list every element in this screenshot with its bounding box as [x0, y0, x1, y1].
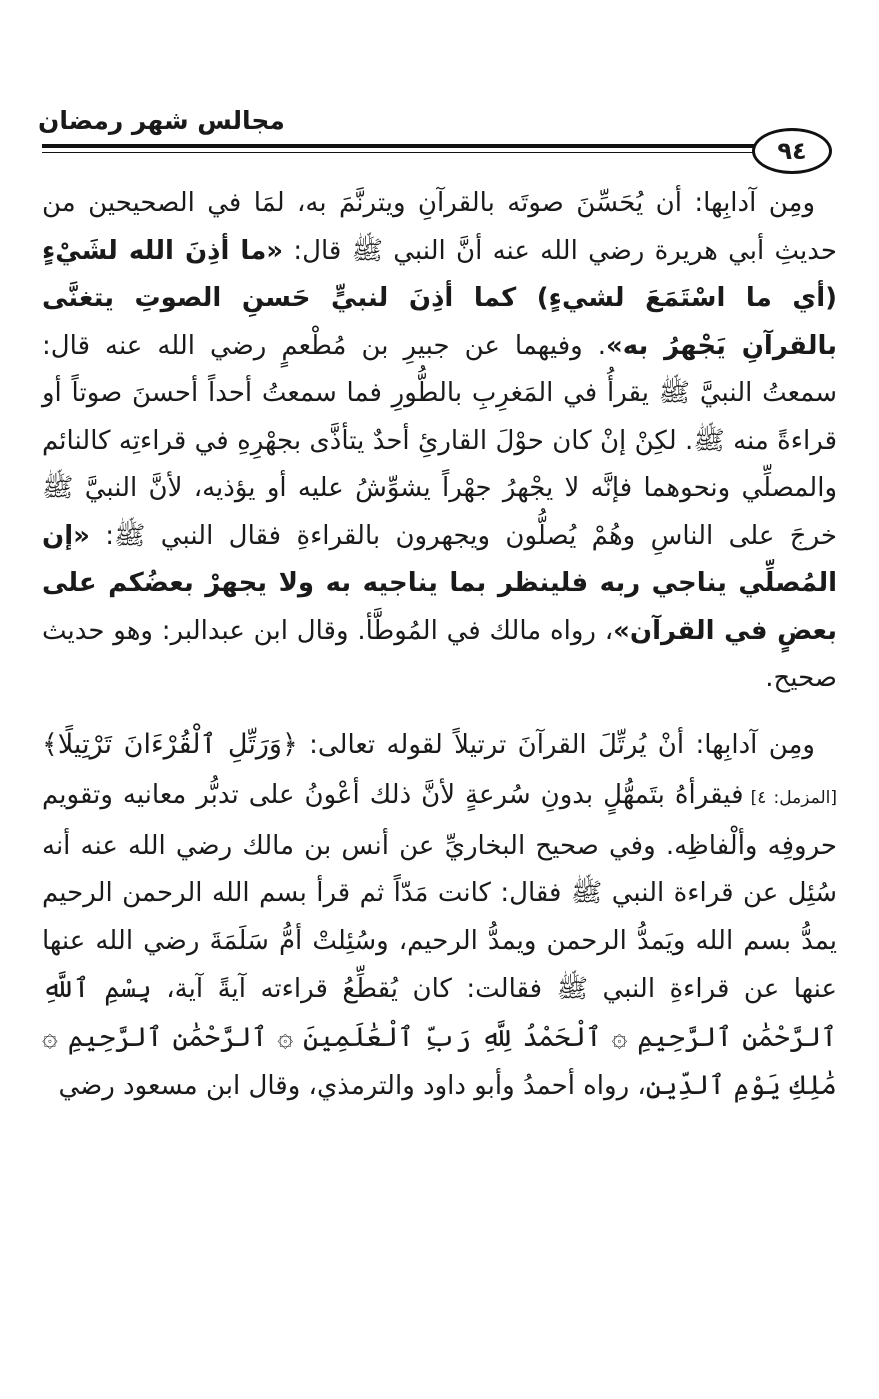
text-segment: ، رواه مالك في المُوطَّأ. وقال ابن عبدالبر: وهو حديث صحيح.: [42, 615, 837, 693]
hadith-quote: «ما أذِنَ الله لشَيْءٍ (أي ما اسْتَمَعَ لشيءٍ) كما أذِنَ لنبيٍّ حَسنِ الصوتِ يتغنَّى بالقرآنِ يَجْهرُ به»: [42, 235, 838, 361]
hadith-quote: «إن المُصلِّي يناجي ربه فلينظر بما يناجيه به ولا يجهرْ بعضُكم على بعضٍ في القرآن»: [42, 520, 837, 646]
running-header-title: مجالس شهر رمضان: [38, 106, 285, 135]
text-segment: ، رواه أحمدُ وأبو داود والترمذي، وقال ابن مسعود رضي: [58, 1071, 646, 1101]
body-text: [42, 180, 837, 1111]
quran-verse: بِسْمِ ٱللَّهِ ٱلرَّحْمَٰنِ ٱلرَّحِيمِ ۞ ٱلْحَمْدُ لِلَّهِ رَبِّ ٱلْعَٰلَمِينَ ۞ ٱلرَّحْمَٰنِ ٱلرَّحِيمِ ۞ مَٰلِكِ يَوْمِ ٱلدِّينِ: [42, 973, 837, 1101]
paragraph-recitation-voice: [42, 180, 837, 703]
verse-reference: [المزمل: ٤]: [743, 788, 837, 808]
header-rule-thin: [42, 152, 762, 153]
page-number-badge: ٩٤: [752, 128, 832, 174]
header-rule-thick: [42, 144, 762, 148]
text-segment: ومِن آدابِها: أنْ يُرتِّلَ القرآنَ ترتيلاً لقوله تعالى:: [297, 729, 815, 760]
text-segment: . وفيهما عن جبيرِ بن مُطْعمٍ رضي الله عنه قال: سمعتُ النبيَّ ﷺ يقرأُ في المَغرِبِ بالطُّورِ فما سمعتُ أحداً أحسنَ صوتاً أو قراءةً منه ﷺ. لكِنْ إنْ كان حوْلَ القارئِ أحدٌ يتأذَّى بجهْرِهِ في قراءتِه كالنائم والمصلِّي ونحوهما فإنَّه لا يجْهرُ جهْراً يشوِّشُ عليه أو يؤذيه، لأنَّ النبيَّ ﷺ خرجَ على الناسِ وهُمْ يُصلُّون ويجهرون بالقراءةِ فقال النبي ﷺ:: [42, 330, 837, 551]
paragraph-tarteel: [42, 721, 837, 1111]
quran-verse: ﴿وَرَتِّلِ ٱلْقُرْءَانَ تَرْتِيلًا﴾: [42, 728, 298, 760]
text-segment: فيقرأهُ بتَمهُّلٍ بدونِ سُرعةٍ لأنَّ ذلك أعْونُ على تدبُّر معانيه وتقويم حروفِه وألْفاظِه. وفي صحيح البخاريِّ عن أنس بن مالك رضي الله عنه أنه سُئِل عن قراءة النبي ﷺ فقال: كانت مَدّاً ثم قرأ بسم الله الرحمن الرحيم يمدُّ بسم الله ويَمدُّ الرحمن ويمدُّ الرحيم، وسُئِلتْ أمُّ سَلَمَةَ رضي الله عنها عنها عن قراءةِ النبي ﷺ فقالت: كان يُقطِّعُ قراءته آيةً آية،: [42, 780, 837, 1004]
text-segment: ومِن آدابِها: أن يُحَسِّنَ صوتَه بالقرآنِ ويترنَّمَ به، لمَا في الصحيحين من حديثِ أبي هريرة رضي الله عنه أنَّ النبي ﷺ قال:: [42, 188, 837, 266]
